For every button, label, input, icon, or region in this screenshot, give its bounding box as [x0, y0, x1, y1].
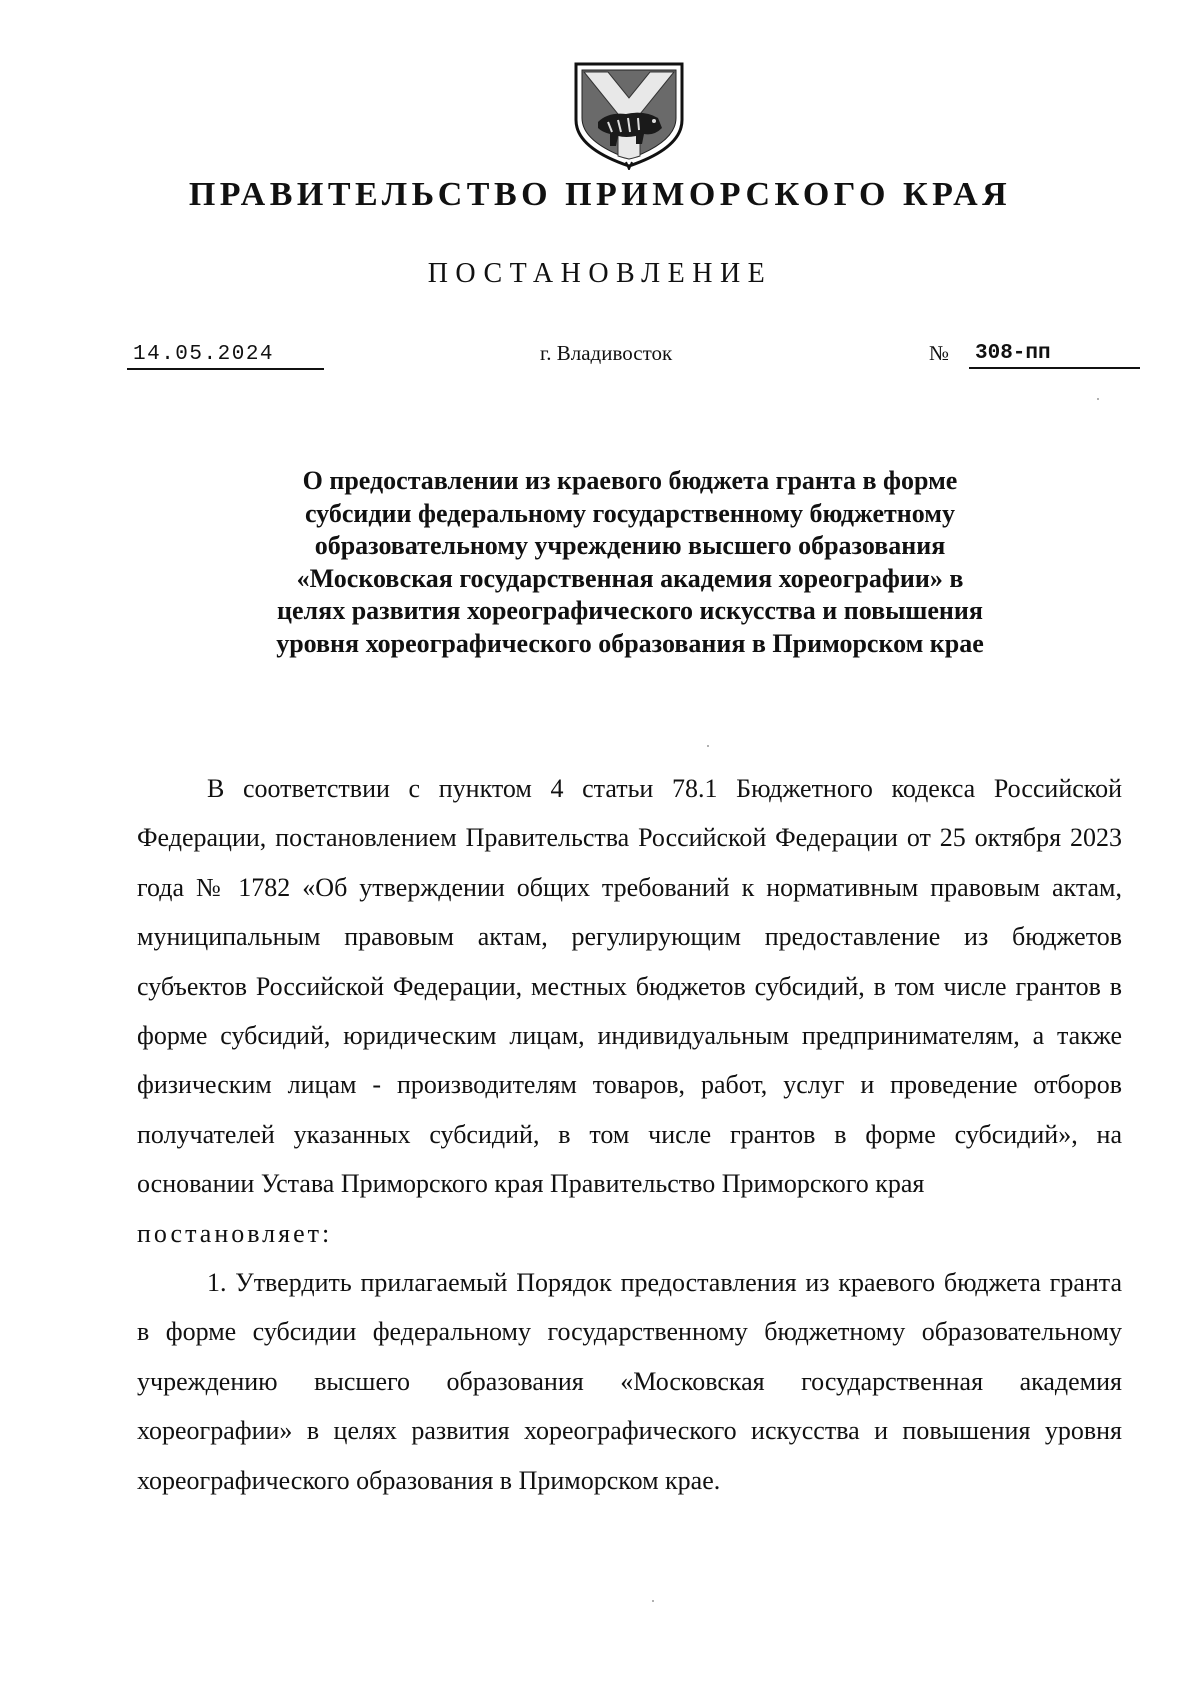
resolves-word: постановляет:	[137, 1218, 333, 1248]
number-sign: №	[929, 341, 950, 365]
scan-speck	[707, 745, 709, 747]
coat-of-arms-icon	[568, 58, 690, 170]
document-place: г. Владивосток	[540, 341, 673, 365]
item-1-paragraph: 1. Утвердить прилагаемый Порядок предоставления из краевого бюджета гранта в форме субсидии федеральному государственному бюджетному образовательному учреждению высшего образования «Московская государственная академия хореографии» в целях развития хореографического искусства и повышения уровня хореографического образования в Приморском крае.	[137, 1268, 1122, 1495]
scan-speck	[1097, 398, 1099, 400]
document-number: 308-пп	[969, 342, 1140, 369]
government-title: ПРАВИТЕЛЬСТВО ПРИМОРСКОГО КРАЯ	[188, 176, 1012, 213]
document-number-block	[929, 341, 1140, 366]
document-subject: О предоставлении из краевого бюджета гранта в форме субсидии федеральному государственному бюджетному образовательному учреждению высшего образования «Московская государственная академия хореографии» в целях развития хореографического искусства и повышения уровня хореографического образования в Приморском крае	[276, 466, 984, 658]
document-type: ПОСТАНОВЛЕНИЕ	[427, 258, 773, 289]
preamble-paragraph: В соответствии с пунктом 4 статьи 78.1 Бюджетного кодекса Российской Федерации, постановлением Правительства Российской Федерации от 25 октября 2023 года № 1782 «Об утверждении общих требований к нормативным правовым актам, муниципальным правовым актам, регулирующим предоставление из бюджетов субъектов Российской Федерации, местных бюджетов субсидий, в том числе грантов в форме субсидий, юридическим лицам, индивидуальным предпринимателям, а также физическим лицам - производителям товаров, работ, услуг и проведение отборов получателей указанных субсидий, в том числе грантов в форме субсидий», на основании Устава Приморского края Правительство Приморского края	[137, 774, 1122, 1199]
document-body	[137, 764, 1122, 1505]
scan-speck	[652, 1600, 654, 1602]
document-date: 14.05.2024	[127, 343, 324, 370]
